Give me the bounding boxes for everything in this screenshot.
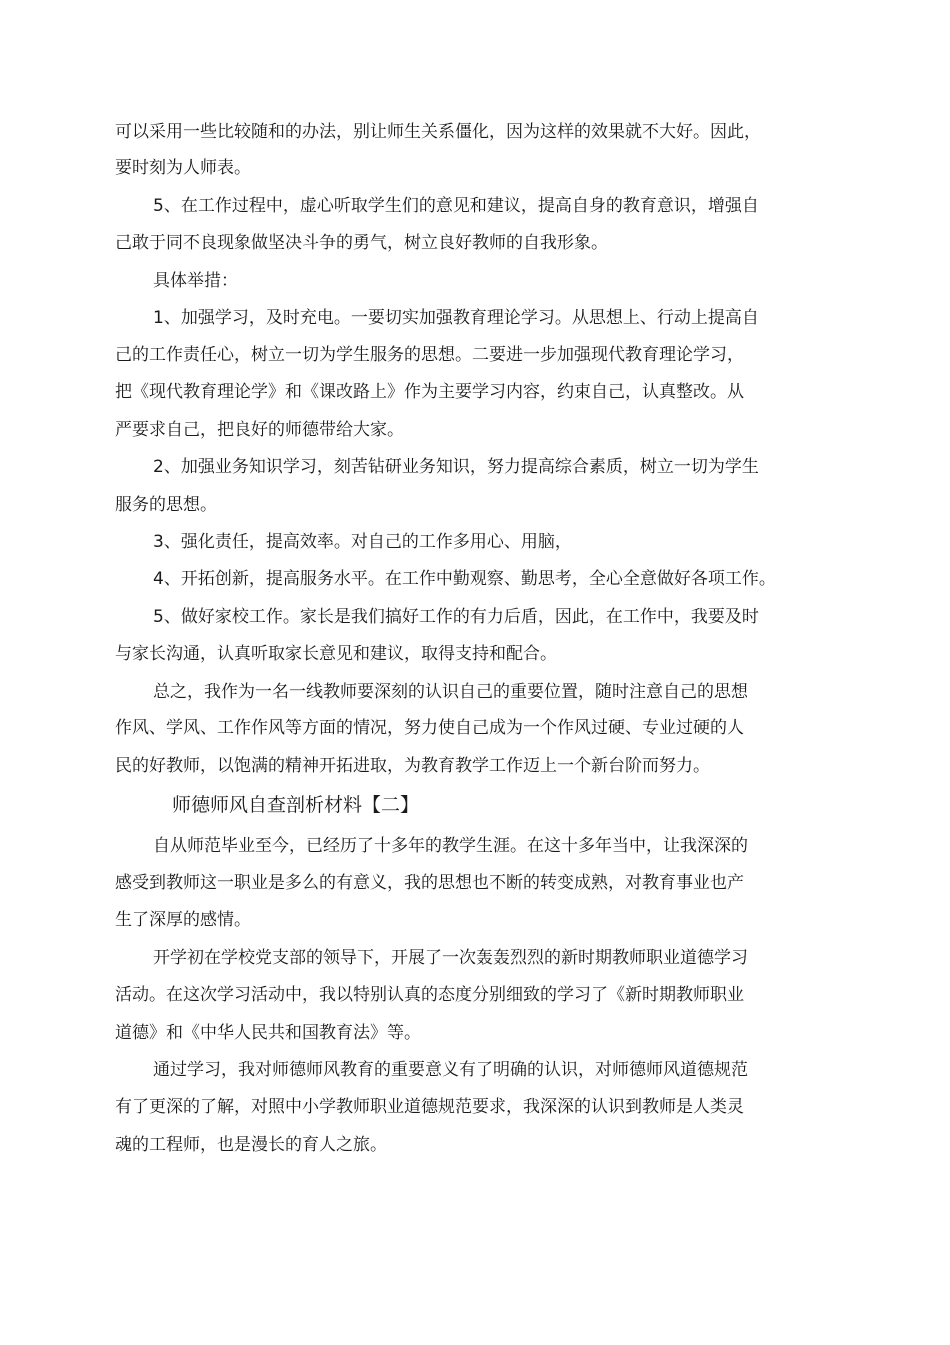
text-line: 总之，我作为一名一线教师要深刻的认识自己的重要位置，随时注意自己的思想 (153, 682, 748, 702)
text-line: 感受到教师这一职业是多么的有意义，我的思想也不断的转变成熟，对教育事业也产 (115, 873, 744, 893)
text-line: 己敢于同不良现象做坚决斗争的勇气，树立良好教师的自我形象。 (115, 233, 608, 253)
text-line: 魂的工程师，也是漫长的育人之旅。 (115, 1135, 387, 1155)
text-line: 开学初在学校党支部的领导下，开展了一次轰轰烈烈的新时期教师职业道德学习 (153, 948, 748, 968)
text-line: 通过学习，我对师德师风教育的重要意义有了明确的认识，对师德师风道德规范 (153, 1060, 748, 1080)
text-line: 作风、学风、工作作风等方面的情况，努力使自己成为一个作风过硬、专业过硬的人 (115, 718, 744, 738)
text-line: 2、加强业务知识学习，刻苦钻研业务知识，努力提高综合素质，树立一切为学生 (153, 457, 759, 477)
text-line: 己的工作责任心，树立一切为学生服务的思想。二要进一步加强现代教育理论学习， (115, 345, 744, 365)
text-line: 5、在工作过程中，虚心听取学生们的意见和建议，提高自身的教育意识，增强自 (153, 196, 759, 216)
text-line: 与家长沟通，认真听取家长意见和建议，取得支持和配合。 (115, 644, 557, 664)
text-line: 要时刻为人师表。 (115, 158, 251, 178)
text-line: 道德》和《中华人民共和国教育法》等。 (115, 1023, 421, 1043)
text-line: 3、强化责任，提高效率。对自己的工作多用心、用脑， (153, 532, 572, 552)
text-line: 民的好教师，以饱满的精神开拓进取，为教育教学工作迈上一个新台阶而努力。 (115, 756, 710, 776)
text-line: 有了更深的了解，对照中小学教师职业道德规范要求，我深深的认识到教师是人类灵 (115, 1097, 744, 1117)
text-line: 可以采用一些比较随和的办法，别让师生关系僵化，因为这样的效果就不大好。因此， (115, 122, 761, 142)
text-line: 自从师范毕业至今，已经历了十多年的教学生涯。在这十多年当中，让我深深的 (153, 836, 748, 856)
text-line: 活动。在这次学习活动中，我以特别认真的态度分别细致的学习了《新时期教师职业 (115, 985, 744, 1005)
text-line: 4、开拓创新，提高服务水平。在工作中勤观察、勤思考，全心全意做好各项工作。 (153, 569, 776, 589)
text-line: 1、加强学习，及时充电。一要切实加强教育理论学习。从思想上、行动上提高自 (153, 308, 759, 328)
text-line: 把《现代教育理论学》和《课改路上》作为主要学习内容，约束自己，认真整改。从 (115, 382, 744, 402)
section-heading: 师德师风自查剖析材料【二】 (172, 794, 420, 816)
text-line: 生了深厚的感情。 (115, 910, 251, 930)
text-line: 5、做好家校工作。家长是我们搞好工作的有力后盾，因此，在工作中，我要及时 (153, 607, 759, 627)
text-line: 服务的思想。 (115, 495, 217, 515)
text-line: 严要求自己，把良好的师德带给大家。 (115, 420, 404, 440)
text-line: 具体举措： (153, 271, 238, 291)
